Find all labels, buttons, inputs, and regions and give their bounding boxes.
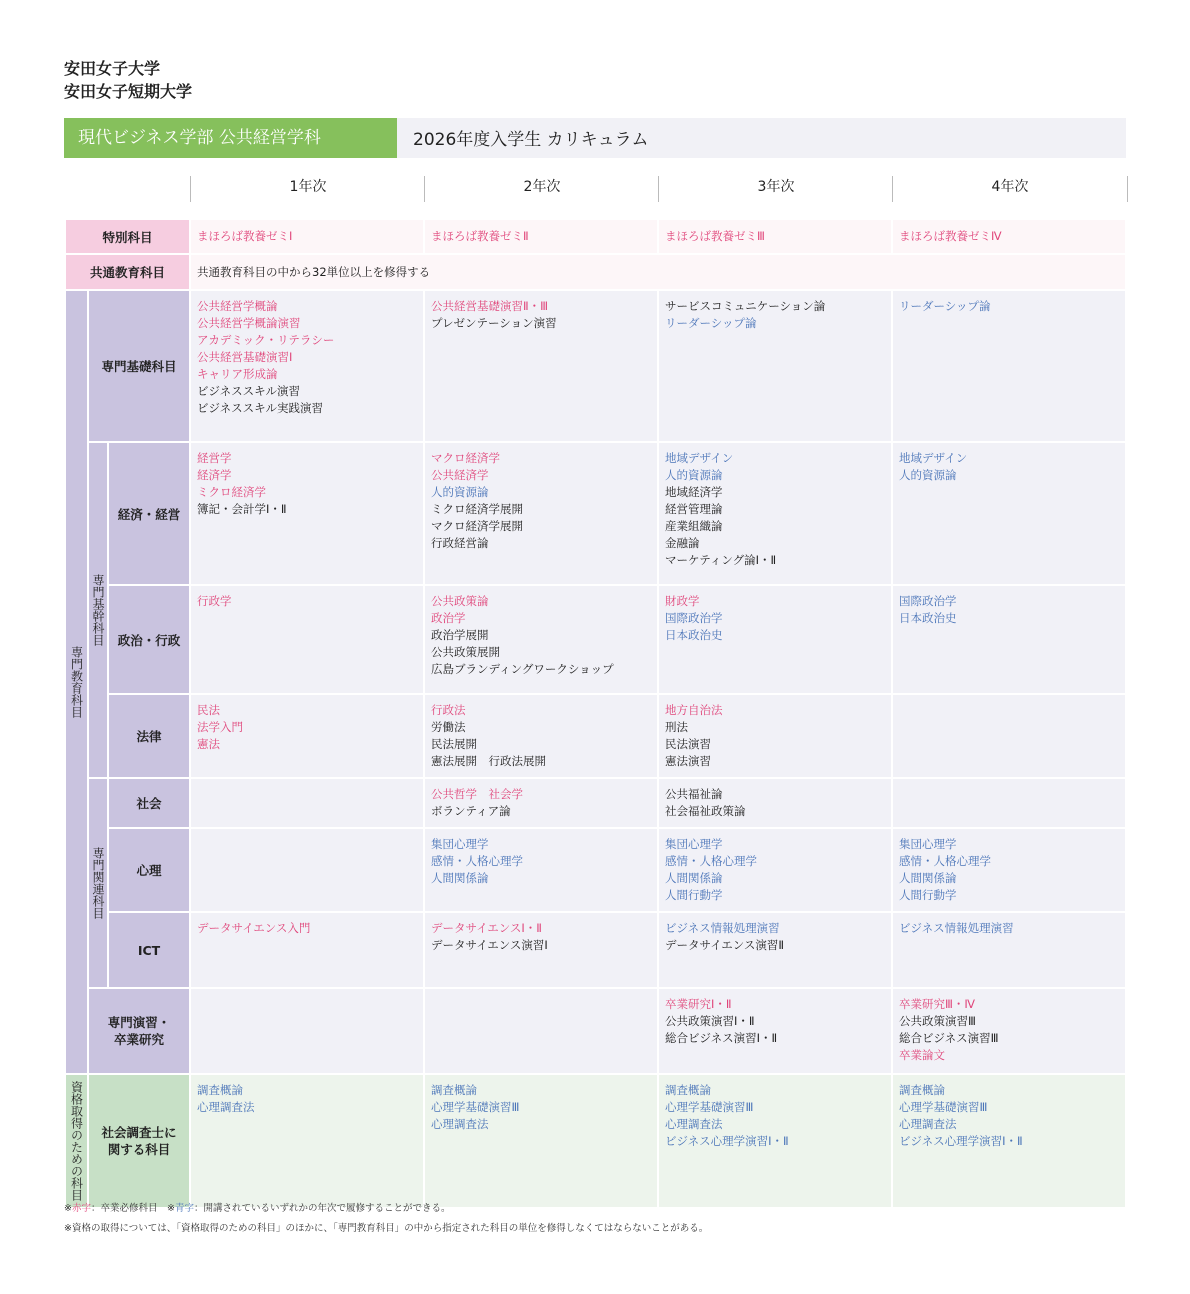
course-item: 卒業研究Ⅲ・Ⅳ (899, 997, 976, 1011)
course-item: プレゼンテーション演習 (431, 316, 557, 330)
course-item: アカデミック・リテラシー (197, 333, 335, 347)
group-label: 資格取得のための科目 (69, 1081, 84, 1201)
course-item: ミクロ経済学 (197, 485, 266, 499)
course-item: 労働法 (431, 720, 466, 734)
course-cell-year-3 (658, 778, 892, 828)
group-kanren (88, 778, 108, 988)
course-item: 人間行動学 (665, 888, 723, 902)
course-cell-year-2 (424, 585, 658, 694)
course-item: 人間関係論 (665, 871, 723, 885)
course-item: ビジネス情報処理演習 (665, 921, 780, 935)
course-cell-year-1 (190, 778, 424, 828)
course-item: まほろば教養ゼミⅢ (665, 229, 765, 243)
course-item: 行政学 (197, 594, 232, 608)
course-item: 公共政策演習Ⅰ・Ⅱ (665, 1014, 755, 1028)
course-cell-year-4 (892, 912, 1126, 988)
course-item: 地域経済学 (665, 485, 723, 499)
course-item: 法学入門 (197, 720, 243, 734)
course-cell-year-1 (190, 1074, 424, 1208)
qualification-note: ※資格の取得については、「資格取得のための科目」のほかに、「専門教育科目」の中から指定された科目の単位を修得しなくてはならないことがある。 (64, 1223, 709, 1234)
category-label: 共通教育科目 (89, 265, 165, 280)
red-legend: 赤字 (71, 1203, 91, 1214)
category-label-line: 専門演習・ (107, 1015, 171, 1030)
course-item: 心理学基礎演習Ⅲ (665, 1100, 754, 1114)
row-keizai (65, 442, 1126, 585)
course-item: ビジネス情報処理演習 (899, 921, 1014, 935)
course-cell-year-2 (424, 988, 658, 1074)
category-ict (108, 912, 190, 988)
course-cell-year-4 (892, 988, 1126, 1074)
course-item: 公共経済学 (431, 468, 489, 482)
course-item: データサイエンス入門 (197, 921, 311, 935)
category-common (65, 254, 190, 290)
course-item: まほろば教養ゼミⅠ (197, 229, 293, 243)
course-cell-year-1 (190, 694, 424, 778)
course-item: 心理調査法 (899, 1117, 957, 1131)
course-item: 国際政治学 (665, 611, 723, 625)
category-label: 政治・行政 (117, 632, 181, 648)
course-cell-year-2 (424, 778, 658, 828)
course-item: 憲法演習 (665, 754, 711, 768)
year-header-4: 4年次 (892, 176, 1128, 202)
course-cell-year-2 (424, 694, 658, 778)
course-cell-year-1 (190, 442, 424, 585)
course-item: 公共政策展開 (431, 645, 500, 659)
course-cell-year-1 (190, 585, 424, 694)
course-cell-year-3 (658, 828, 892, 912)
category-label: 心理 (136, 863, 162, 878)
course-item: 刑法 (665, 720, 688, 734)
course-item: 心理調査法 (665, 1117, 723, 1131)
course-item: 日本政治史 (665, 628, 723, 642)
course-item: サービスコミュニケーション論 (665, 299, 826, 313)
category-enshu (88, 988, 190, 1074)
course-item: 公共福祉論 (665, 787, 723, 801)
course-item: ミクロ経済学展開 (431, 502, 523, 516)
course-item: 行政経営論 (431, 536, 489, 550)
course-item: 調査概論 (197, 1083, 243, 1097)
row-houritsu (65, 694, 1126, 778)
category-label-line: 関する科目 (107, 1142, 171, 1157)
course-item: 公共経営基礎演習Ⅰ (197, 350, 293, 364)
course-cell-year-3 (658, 694, 892, 778)
course-cell-year-2 (424, 290, 658, 442)
course-item: 総合ビジネス演習Ⅲ (899, 1031, 999, 1045)
course-item: 広島ブランディングワークショップ (431, 662, 614, 676)
course-cell-year-4 (892, 442, 1126, 585)
course-cell-year-4 (892, 778, 1126, 828)
course-item: 公共政策演習Ⅲ (899, 1014, 976, 1028)
note-mark: ※ (64, 1203, 72, 1214)
category-label: 経済・経営 (117, 506, 181, 522)
row-enshu (65, 988, 1126, 1074)
category-label: 特別科目 (102, 229, 153, 245)
course-item: ビジネス心理学演習Ⅰ・Ⅱ (665, 1134, 789, 1148)
course-item: 公共政策論 (431, 594, 489, 608)
course-cell-year-4 (892, 585, 1126, 694)
course-item: キャリア形成論 (197, 367, 278, 381)
row-kiso (65, 290, 1126, 442)
category-label: 法律 (136, 729, 162, 744)
course-item: 財政学 (665, 594, 700, 608)
course-item: まほろば教養ゼミⅡ (431, 229, 529, 243)
course-item: 経営学 (197, 451, 232, 465)
category-shinri (108, 828, 190, 912)
course-item: ボランティア論 (431, 804, 511, 818)
course-cell-year-2 (424, 1074, 658, 1208)
course-cell-year-1 (190, 290, 424, 442)
university-names (64, 57, 192, 103)
course-item: 人的資源論 (899, 468, 957, 482)
course-item: 国際政治学 (899, 594, 957, 608)
course-item: 民法展開 (431, 737, 477, 751)
course-cell-year-3 (658, 912, 892, 988)
course-item: 政治学展開 (431, 628, 489, 642)
course-item: マクロ経済学展開 (431, 519, 523, 533)
row-ict (65, 912, 1126, 988)
course-item: 公共哲学 社会学 (431, 787, 523, 801)
category-shikaku (88, 1074, 190, 1208)
category-label: ICT (137, 942, 161, 958)
group-label: 専門関連科目 (91, 847, 105, 919)
course-item: 政治学 (431, 611, 466, 625)
course-cell-year-2 (424, 828, 658, 912)
department-banner: 現代ビジネス学部 公共経営学科 (64, 118, 397, 158)
course-cell-year-4 (892, 1074, 1126, 1208)
course-item: ビジネススキル演習 (197, 384, 301, 398)
course-cell-year-3 (658, 442, 892, 585)
course-item: 経済学 (197, 468, 232, 482)
course-cell-year-2 (424, 912, 658, 988)
course-cell-year-3 (658, 1074, 892, 1208)
legend-note (64, 1200, 450, 1214)
blue-legend: 青字 (174, 1203, 194, 1214)
course-item: 調査概論 (899, 1083, 945, 1097)
category-kiso (88, 290, 190, 442)
course-item: 心理学基礎演習Ⅲ (899, 1100, 988, 1114)
course-cell-year-3 (658, 988, 892, 1074)
row-shakai (65, 778, 1126, 828)
course-item: リーダーシップ論 (665, 316, 757, 330)
course-item: データサイエンス演習Ⅰ (431, 938, 548, 952)
course-item: 憲法展開 行政法展開 (431, 754, 546, 768)
course-cell-year-1 (190, 912, 424, 988)
course-item: 憲法 (197, 737, 220, 751)
course-item: 人間行動学 (899, 888, 957, 902)
course-cell-year-4 (892, 828, 1126, 912)
special-cell (190, 219, 424, 254)
course-item: 産業組織論 (665, 519, 723, 533)
category-shakai (108, 778, 190, 828)
course-item: データサイエンス演習Ⅱ (665, 938, 785, 952)
course-item: 人間関係論 (431, 871, 489, 885)
row-shikaku (65, 1074, 1126, 1208)
course-item: 感情・人格心理学 (665, 854, 757, 868)
year-header-3: 3年次 (658, 176, 893, 202)
category-special (65, 219, 190, 254)
college-name: 安田女子短期大学 (64, 82, 193, 101)
group-label: 専門教育科目 (69, 646, 84, 718)
year-header-2: 2年次 (424, 176, 659, 202)
course-item: 集団心理学 (665, 837, 723, 851)
group-kikan (88, 442, 108, 778)
course-item: 公共経営基礎演習Ⅱ・Ⅲ (431, 299, 549, 313)
course-item: 集団心理学 (431, 837, 489, 851)
category-seiji (108, 585, 190, 694)
course-item: ビジネススキル実践演習 (197, 401, 324, 415)
curriculum-table (64, 218, 1127, 1209)
course-item: ビジネス心理学演習Ⅰ・Ⅱ (899, 1134, 1023, 1148)
course-item: 感情・人格心理学 (431, 854, 523, 868)
group-senmon (65, 290, 88, 1074)
course-item: 金融論 (665, 536, 700, 550)
category-houritsu (108, 694, 190, 778)
course-item: 調査概論 (431, 1083, 477, 1097)
course-item: 地方自治法 (665, 703, 723, 717)
course-item: マーケティング論Ⅰ・Ⅱ (665, 553, 777, 567)
university-name: 安田女子大学 (64, 59, 161, 78)
course-item: 人間関係論 (899, 871, 957, 885)
category-label-line: 卒業研究 (113, 1032, 164, 1047)
course-item: 簿記・会計学Ⅰ・Ⅱ (197, 502, 287, 516)
blue-legend-desc: ：開講されているいずれかの年次で履修することができる。 (193, 1203, 451, 1214)
course-item: リーダーシップ論 (899, 299, 991, 313)
course-item: 心理調査法 (431, 1117, 489, 1131)
course-item: 感情・人格心理学 (899, 854, 991, 868)
curriculum-title: 2026年度入学生 カリキュラム (397, 118, 1126, 158)
course-item: 人的資源論 (431, 485, 489, 499)
common-cell (190, 254, 1126, 290)
course-item: 人的資源論 (665, 468, 723, 482)
category-label: 社会 (136, 796, 162, 811)
course-item: 総合ビジネス演習Ⅰ・Ⅱ (665, 1031, 778, 1045)
course-item: 卒業論文 (899, 1048, 945, 1062)
course-cell-year-3 (658, 290, 892, 442)
course-item: マクロ経済学 (431, 451, 500, 465)
course-item: 行政法 (431, 703, 466, 717)
row-seiji (65, 585, 1126, 694)
course-item: 心理学基礎演習Ⅲ (431, 1100, 520, 1114)
course-cell-year-1 (190, 988, 424, 1074)
course-cell-year-4 (892, 290, 1126, 442)
red-legend-desc: ：卒業必修科目 ※ (90, 1203, 175, 1214)
course-item: 集団心理学 (899, 837, 957, 851)
common-requirement: 共通教育科目の中から32単位以上を修得する (197, 264, 431, 279)
course-cell-year-2 (424, 442, 658, 585)
course-item: 地域デザイン (665, 451, 734, 465)
course-item: 卒業研究Ⅰ・Ⅱ (665, 997, 732, 1011)
course-item: 調査概論 (665, 1083, 711, 1097)
course-item: 社会福祉政策論 (665, 804, 746, 818)
course-item: データサイエンスⅠ・Ⅱ (431, 921, 542, 935)
special-cell (892, 219, 1126, 254)
special-cell (424, 219, 658, 254)
course-item: まほろば教養ゼミⅣ (899, 229, 1002, 243)
course-item: 心理調査法 (197, 1100, 255, 1114)
course-item: 民法 (197, 703, 220, 717)
course-cell-year-1 (190, 828, 424, 912)
course-item: 日本政治史 (899, 611, 957, 625)
category-label: 専門基礎科目 (101, 359, 177, 374)
course-item: 公共経営学概論演習 (197, 316, 301, 330)
course-cell-year-3 (658, 585, 892, 694)
special-cell (658, 219, 892, 254)
group-label: 専門基幹科目 (91, 574, 105, 646)
course-cell-year-4 (892, 694, 1126, 778)
course-item: 経営管理論 (665, 502, 723, 516)
year-header-1: 1年次 (190, 176, 425, 202)
course-item: 公共経営学概論 (197, 299, 278, 313)
course-item: 地域デザイン (899, 451, 968, 465)
course-item: 民法演習 (665, 737, 711, 751)
category-label-line: 社会調査士に (101, 1125, 177, 1140)
row-shinri (65, 828, 1126, 912)
category-keizai (108, 442, 190, 585)
group-shikaku (65, 1074, 88, 1208)
